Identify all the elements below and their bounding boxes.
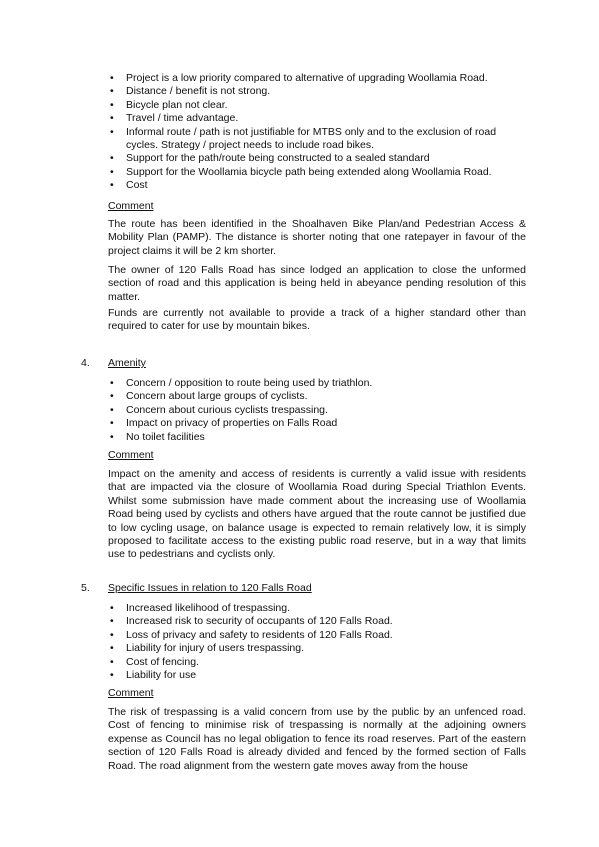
list-item: • Liability for use xyxy=(108,669,526,682)
list-item: • Concern about curious cyclists trespassing. xyxy=(108,404,526,417)
section-number: 5. xyxy=(81,582,90,594)
list-item: • Concern / opposition to route being used by triathlon. xyxy=(108,377,526,390)
list-item: • Impact on privacy of properties on Falls Road xyxy=(108,417,526,430)
list-item: • Informal route / path is not justifiable for MTBS only and to the exclusion of road cycles. Strategy / project needs to include road bikes. xyxy=(108,126,526,153)
comment-paragraph: The route has been identified in the Shoalhaven Bike Plan/and Pedestrian Access & Mobility Plan (PAMP). The distance is shorter noting that one ratepayer in favour of the project claims it will be 2 km shorter. xyxy=(108,218,526,257)
list-item: • No toilet facilities xyxy=(108,431,526,444)
comment-heading: Comment xyxy=(108,687,154,699)
list-item: • Loss of privacy and safety to residents of 120 Falls Road. xyxy=(108,629,526,642)
comment-paragraph: The risk of trespassing is a valid concern from use by the public by an unfenced road. Cost of fencing to minimise risk of trespassing is normally at the adjoining owners expense as Council has no legal obligation to fence its road reserves. Part of the eastern section of 120 Falls Road is already divided and fenced by the formed section of Falls Road. The road alignment from the western gate moves away from the house xyxy=(108,706,526,772)
list-item: • Increased risk to security of occupants of 120 Falls Road. xyxy=(108,615,526,628)
list-item: • Project is a low priority compared to alternative of upgrading Woollamia Road. xyxy=(108,72,526,85)
issues-bullet-list xyxy=(108,72,526,193)
section-title: Specific Issues in relation to 120 Falls Road xyxy=(108,582,312,594)
list-item: • Distance / benefit is not strong. xyxy=(108,85,526,98)
list-item: • Cost xyxy=(108,179,526,192)
section-number: 4. xyxy=(81,357,90,369)
specific-issues-bullet-list xyxy=(108,602,526,682)
list-item: • Increased likelihood of trespassing. xyxy=(108,602,526,615)
section-title: Amenity xyxy=(108,357,146,369)
list-item: • Concern about large groups of cyclists. xyxy=(108,390,526,403)
comment-paragraph: Impact on the amenity and access of residents is currently a valid issue with residents that are impacted via the closure of Woollamia Road during Special Triathlon Events. Whilst some submission have made comment about the increasing use of Woollamia Road being used by cyclists and others have argued that the route cannot be justified due to low cycling usage, on balance usage is expected to remain relatively low, it is simply proposed to facilitate access to the existing public road reserve, but in a way that limits use to pedestrians and cyclists only. xyxy=(108,468,526,561)
list-item: • Support for the path/route being constructed to a sealed standard xyxy=(108,152,526,165)
comment-paragraph: Funds are currently not available to provide a track of a higher standard other than required to cater for use by mountain bikes. xyxy=(108,307,526,333)
comment-heading: Comment xyxy=(108,449,154,461)
comment-heading: Comment xyxy=(108,200,154,212)
list-item: • Cost of fencing. xyxy=(108,656,526,669)
amenity-bullet-list xyxy=(108,377,526,444)
list-item: • Bicycle plan not clear. xyxy=(108,99,526,112)
list-item: • Liability for injury of users trespassing. xyxy=(108,642,526,655)
comment-paragraph: The owner of 120 Falls Road has since lodged an application to close the unformed section of road and this application is being held in abeyance pending resolution of this matter. xyxy=(108,264,526,303)
list-item: • Support for the Woollamia bicycle path being extended along Woollamia Road. xyxy=(108,166,526,179)
list-item: • Travel / time advantage. xyxy=(108,112,526,125)
